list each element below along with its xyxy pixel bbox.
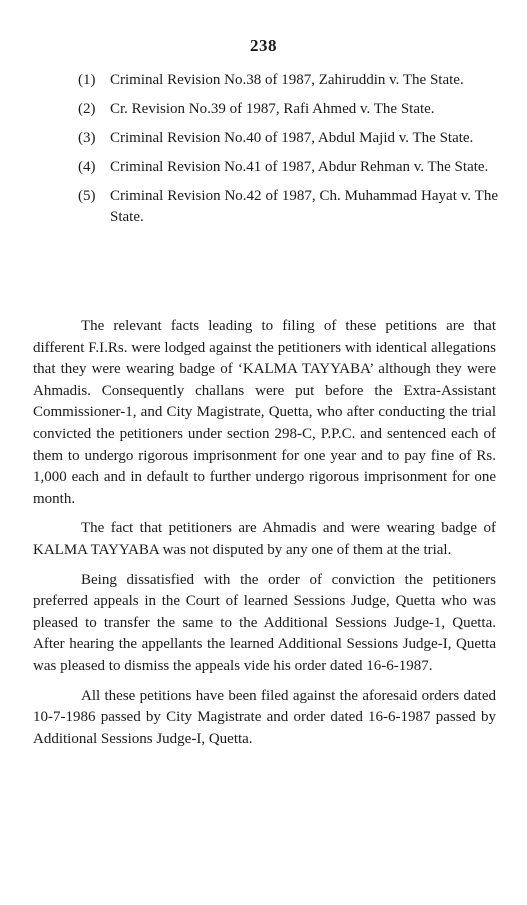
paragraph-facts: The relevant facts leading to filing of these petitions are that different F.I.Rs. were lodged against the petitioners with identical allegations that they were wearing badge of ‘KALMA TAYYABA’ although they were Ahmadis. Consequently challans were put before the Extra-Assistant Commissioner-1, and City Magistrate, Quetta, who after conducting the trial convicted the petitioners under section 298-C, P.P.C. and sentenced each of them to undergo rigorous imprisonment for one year and to pay fine of Rs. 1,000 each and in default to further undergo rigorous imprisonment for one month. [33,318,496,507]
paragraph-petitions: All these petitions have been filed against the aforesaid orders dated 10-7-1986 passed by City Magistrate and order dated 16-6-1987 passed by Additional Sessions Judge-I, Quetta. [33,687,496,747]
case-item-2 [78,99,498,120]
case-item-1 [78,70,498,91]
case-number: (1) [78,72,96,88]
case-number: (3) [78,130,96,146]
case-number: (5) [78,188,96,204]
case-title: Cr. Revision No.39 of 1987, Rafi Ahmed v. The State. [110,101,435,117]
case-title: Criminal Revision No.38 of 1987, Zahiruddin v. The State. [110,72,464,88]
case-list [78,70,498,236]
page-number: 238 [250,36,277,55]
case-number: (4) [78,159,96,175]
case-title: Criminal Revision No.42 of 1987, Ch. Muhammad Hayat v. The State. [110,188,498,225]
paragraph-undisputed: The fact that petitioners are Ahmadis and were wearing badge of KALMA TAYYABA was not disputed by any one of them at the trial. [33,520,496,558]
case-item-4 [78,157,498,178]
case-title: Criminal Revision No.40 of 1987, Abdul Majid v. The State. [110,130,474,146]
paragraph-appeals: Being dissatisfied with the order of conviction the petitioners preferred appeals in the Court of learned Sessions Judge, Quetta who was pleased to transfer the same to the Additional Sessions Judge-1, Quetta. After hearing the appellants the learned Additional Sessions Judge-I, Quetta was pleased to dismiss the appeals vide his order dated 16-6-1987. [33,571,496,674]
judgment-body [33,316,496,758]
case-number: (2) [78,101,96,117]
case-item-3 [78,128,498,149]
case-title: Criminal Revision No.41 of 1987, Abdur Rehman v. The State. [110,159,489,175]
case-item-5 [78,186,498,228]
